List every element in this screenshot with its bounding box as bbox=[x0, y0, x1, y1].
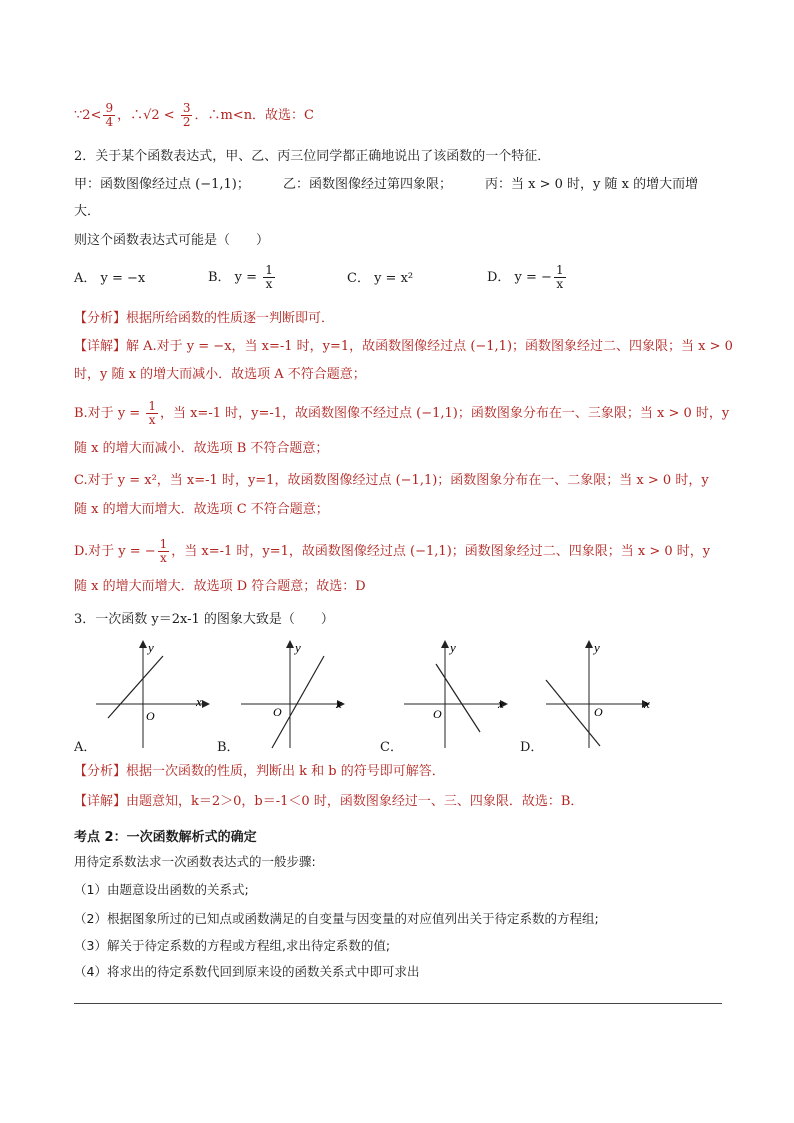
axis-y-label: y bbox=[594, 640, 600, 655]
origin-label: O bbox=[146, 709, 155, 723]
section-heading: 考点 2：一次函数解析式的确定 bbox=[74, 830, 257, 845]
graph-a bbox=[90, 636, 220, 751]
question-2-ask: 则这个函数表达式可能是（ ） bbox=[74, 233, 270, 248]
origin-label: O bbox=[594, 705, 603, 719]
option-a[interactable]: A． y = −x bbox=[74, 271, 146, 286]
option-c[interactable]: C． y = x² bbox=[347, 271, 414, 286]
q2-detail-2: 时，y 随 x 的增大而减小．故选项 A 不符合题意； bbox=[74, 367, 366, 382]
q2-analysis: 【分析】根据所给函数的性质逐一判断即可． bbox=[74, 311, 335, 326]
solution-line-1: ∵2< $\frac{9}{4}$ ，∴√2 < $\frac{3}{2}$ ．∴m<n．故选：C bbox=[74, 101, 315, 129]
origin-label: O bbox=[433, 707, 442, 721]
condition-bing-cont: 大． bbox=[74, 204, 101, 219]
axis-y-label: y bbox=[450, 640, 456, 655]
option-b[interactable]: B． y = $\frac{1}{x}$ bbox=[208, 263, 273, 291]
axis-y-label: y bbox=[295, 640, 301, 655]
q2-detail-1: 【详解】解 A.对于 y = −x，当 x=-1 时，y=1，故函数图像经过点 (−1,1)；函数图象经过二、四象限；当 x > 0 bbox=[74, 339, 733, 354]
page-divider bbox=[74, 1003, 722, 1004]
graph-d bbox=[540, 636, 670, 751]
condition-jia: 甲：函数图像经过点 (−1,1)； bbox=[74, 177, 250, 192]
q2-detail-3: B.对于 y = $\frac{1}{x}$ ，当 x=-1 时，y=-1，故函数图像不经过点 (−1,1)；函数图象分布在一、三象限；当 x > 0 时，y bbox=[74, 399, 730, 427]
q3-detail: 【详解】由题意知，k＝2＞0，b＝-1＜0 时，函数图象经过一、三、四象限．故选：B． bbox=[74, 794, 584, 809]
axis-x-label: x bbox=[498, 696, 504, 711]
step-4: （4）将求出的待定系数代回到原来设的函数关系式中即可求出 bbox=[74, 964, 420, 979]
q3-analysis: 【分析】根据一次函数的性质，判断出 k 和 b 的符号即可解答． bbox=[74, 764, 445, 779]
option-d[interactable]: D． y = − $\frac{1}{x}$ bbox=[487, 263, 564, 291]
graph-b bbox=[235, 636, 365, 751]
question-2-stem: 2．关于某个函数表达式，甲、乙、丙三位同学都正确地说出了该函数的一个特征． bbox=[74, 149, 551, 164]
q2-detail-5: C.对于 y = x²，当 x=-1 时，y=1，故函数图像经过点 (−1,1)；函数图象分布在一、二象限；当 x > 0 时，y bbox=[74, 473, 709, 488]
section-intro: 用待定系数法求一次函数表达式的一般步骤: bbox=[74, 854, 316, 869]
graph-c-label[interactable]: C． bbox=[380, 740, 403, 755]
step-3: （3）解关于待定系数的方程或方程组,求出待定系数的值; bbox=[74, 938, 391, 953]
step-2: （2）根据图象所过的已知点或函数满足的自变量与因变量的对应值列出关于待定系数的方程组; bbox=[74, 911, 599, 926]
q2-detail-8: 随 x 的增大而增大．故选项 D 符合题意；故选：D bbox=[74, 579, 366, 594]
q2-detail-6: 随 x 的增大而增大．故选项 C 不符合题意； bbox=[74, 502, 329, 517]
q2-detail-7: D.对于 y = − $\frac{1}{x}$ ，当 x=-1 时，y=1，故函数图像经过点 (−1,1)；函数图象经过二、四象限；当 x > 0 时，y bbox=[74, 537, 711, 565]
graph-b-label[interactable]: B． bbox=[217, 740, 240, 755]
condition-bing: 丙：当 x > 0 时，y 随 x 的增大而增 bbox=[485, 177, 699, 192]
condition-yi: 乙：函数图像经过第四象限； bbox=[283, 177, 453, 192]
graph-d-label[interactable]: D． bbox=[520, 740, 544, 755]
axis-x-label: x bbox=[336, 696, 342, 711]
axis-x-label: x bbox=[644, 696, 650, 711]
q2-detail-4: 随 x 的增大而减小．故选项 B 不符合题意； bbox=[74, 441, 329, 456]
step-1: （1）由题意设出函数的关系式; bbox=[74, 882, 249, 897]
graph-c bbox=[398, 636, 528, 751]
graph-a-label[interactable]: A． bbox=[74, 740, 97, 755]
origin-label: O bbox=[273, 705, 282, 719]
axis-y-label: y bbox=[148, 640, 154, 655]
question-3-stem: 3．一次函数 y＝2x-1 的图象大致是（ ） bbox=[74, 612, 334, 627]
axis-x-label: x bbox=[196, 694, 202, 709]
